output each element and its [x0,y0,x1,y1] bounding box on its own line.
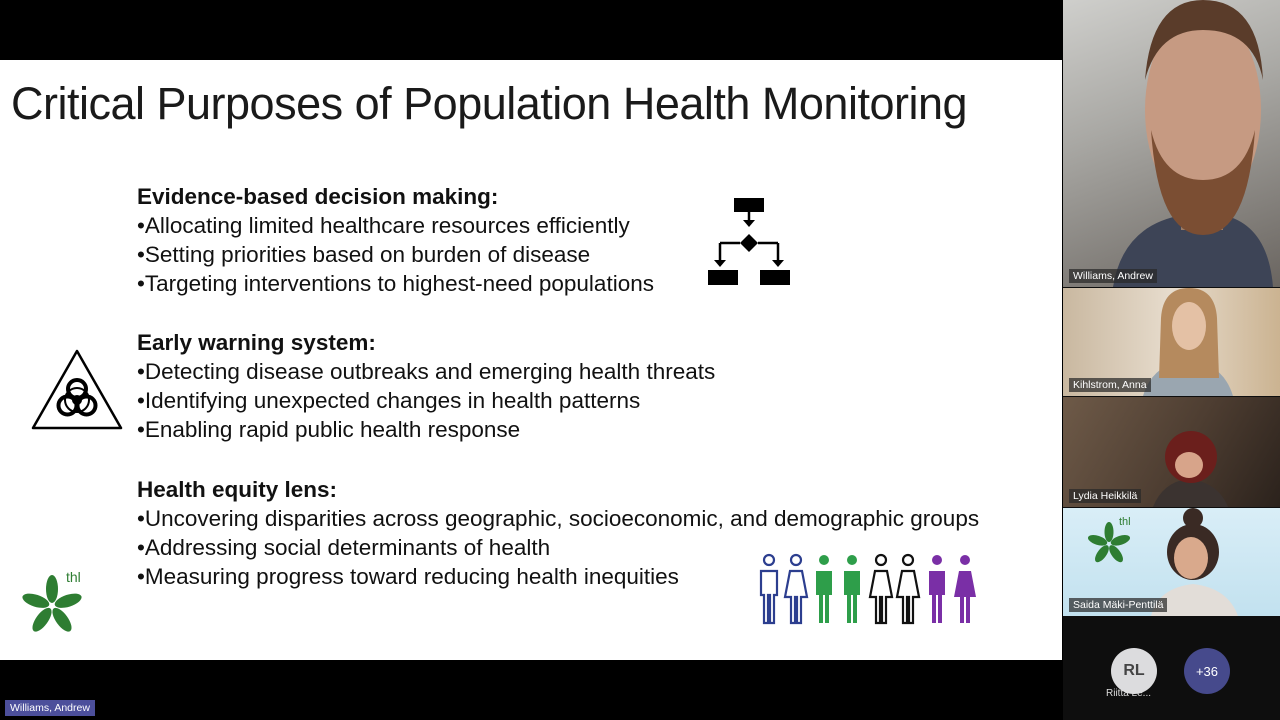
video-tile[interactable] [1063,397,1280,507]
video-tile[interactable] [1063,288,1280,396]
thl-logo [1083,514,1139,564]
participant-avatar-name: Riitta Le... [1106,688,1152,699]
participant-video [1143,427,1233,507]
bullet-item: •Targeting interventions to highest-need populations [137,271,654,296]
bullet-item: •Uncovering disparities across geographic, socioeconomic, and demographic groups [137,506,980,531]
bullet-item: •Addressing social determinants of health [137,535,551,560]
video-tile[interactable] [1063,508,1280,616]
participant-avatar[interactable]: RL [1111,648,1157,694]
thl-logo [18,568,92,638]
participant-name: Williams, Andrew [1069,269,1157,283]
bullet-item: •Enabling rapid public health response [137,417,521,442]
bullet-item: •Detecting disease outbreaks and emerging health threats [137,359,716,384]
more-participants-button[interactable]: +36 [1184,648,1230,694]
bullet-item: •Identifying unexpected changes in health patterns [137,388,641,413]
active-speaker-label: Williams, Andrew [5,700,95,716]
section-early-warning [137,328,715,444]
bullet-item: •Setting priorities based on burden of disease [137,242,591,267]
slide-title: Critical Purposes of Population Health Monitoring [11,78,968,129]
participants-panel [1063,0,1280,720]
section-heading: Health equity lens: [137,477,338,502]
thl-logo-text: thl [1119,516,1131,528]
video-tile[interactable] [1063,0,1280,287]
section-evidence-based [137,182,654,298]
participant-name: Saida Mäki-Penttilä [1069,598,1167,612]
participant-name: Kihlstrom, Anna [1069,378,1151,392]
section-heading: Evidence-based decision making: [137,184,499,209]
shared-slide [0,60,1062,660]
biohazard-icon [30,348,124,432]
flowchart-icon [706,196,792,288]
section-heading: Early warning system: [137,330,376,355]
thl-logo-text: thl [66,569,81,585]
bullet-item: •Measuring progress toward reducing health inequities [137,564,679,589]
bullet-item: •Allocating limited healthcare resources efficiently [137,213,630,238]
participant-video [1103,0,1273,287]
participant-name: Lydia Heikkilä [1069,489,1141,503]
people-group-icon [756,553,984,625]
